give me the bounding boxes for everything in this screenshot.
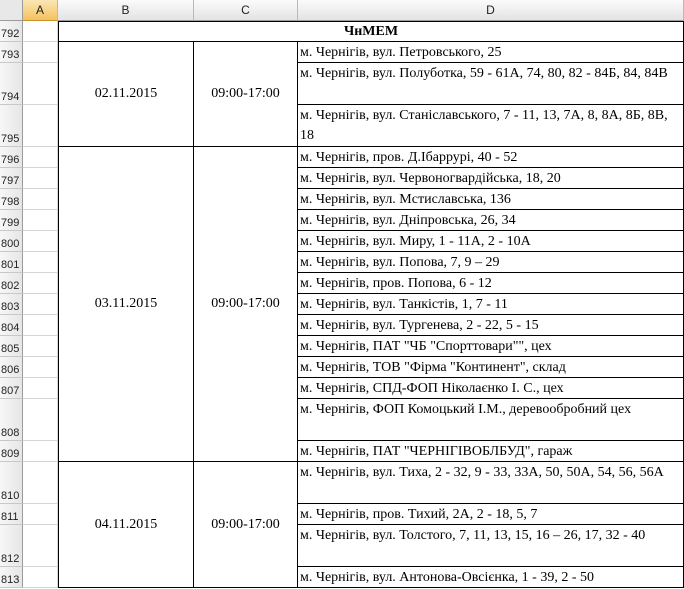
time-cell[interactable]: 09:00-17:00 bbox=[194, 462, 298, 588]
cell-a[interactable] bbox=[23, 441, 58, 462]
address-cell[interactable]: м. Чернігів, ТОВ "Фірма "Континент", склад bbox=[298, 357, 684, 378]
row-header[interactable]: 811 bbox=[0, 504, 23, 525]
address-cell[interactable]: м. Чернігів, пров. Д.Ібаррурі, 40 - 52 bbox=[298, 147, 684, 168]
address-cell[interactable]: м. Чернігів, вул. Петровського, 25 bbox=[298, 42, 684, 63]
address-cell[interactable]: м. Чернігів, вул. Червоногвардійська, 18, 20 bbox=[298, 168, 684, 189]
address-cell[interactable]: м. Чернігів, вул. Танкістів, 1, 7 - 11 bbox=[298, 294, 684, 315]
row-header[interactable]: 812 bbox=[0, 525, 23, 567]
address-cell[interactable]: м. Чернігів, пров. Тихий, 2А, 2 - 18, 5, 7 bbox=[298, 504, 684, 525]
cell-a[interactable] bbox=[23, 504, 58, 525]
row-header[interactable]: 803 bbox=[0, 294, 23, 315]
address-cell[interactable]: м. Чернігів, пров. Попова, 6 - 12 bbox=[298, 273, 684, 294]
cell-a[interactable] bbox=[23, 168, 58, 189]
address-cell[interactable]: м. Чернігів, вул. Дніпровська, 26, 34 bbox=[298, 210, 684, 231]
row-header[interactable]: 806 bbox=[0, 357, 23, 378]
row-header[interactable]: 796 bbox=[0, 147, 23, 168]
row-header[interactable]: 810 bbox=[0, 462, 23, 504]
row-header[interactable]: 792 bbox=[0, 21, 23, 42]
column-header-c[interactable]: C bbox=[194, 0, 298, 21]
row-header[interactable]: 809 bbox=[0, 441, 23, 462]
date-cell[interactable]: 03.11.2015 bbox=[58, 147, 194, 462]
address-cell[interactable]: м. Чернігів, вул. Антонова-Овсієнка, 1 - 39, 2 - 50 bbox=[298, 567, 684, 588]
cell-a[interactable] bbox=[23, 294, 58, 315]
cell-a[interactable] bbox=[23, 525, 58, 567]
column-header-d[interactable]: D bbox=[298, 0, 684, 21]
cell-a[interactable] bbox=[23, 147, 58, 168]
address-cell[interactable]: м. Чернігів, вул. Тургенева, 2 - 22, 5 - 15 bbox=[298, 315, 684, 336]
cell-a[interactable] bbox=[23, 63, 58, 105]
row-header[interactable]: 804 bbox=[0, 315, 23, 336]
column-header-b[interactable]: B bbox=[58, 0, 194, 21]
address-cell[interactable]: м. Чернігів, СПД-ФОП Ніколаєнко І. С., цех bbox=[298, 378, 684, 399]
cell-a[interactable] bbox=[23, 399, 58, 441]
cell-a[interactable] bbox=[23, 210, 58, 231]
cell-a[interactable] bbox=[23, 315, 58, 336]
cell-a[interactable] bbox=[23, 42, 58, 63]
cell-a[interactable] bbox=[23, 357, 58, 378]
row-header[interactable]: 801 bbox=[0, 252, 23, 273]
cell-a[interactable] bbox=[23, 462, 58, 504]
cell-a[interactable] bbox=[23, 189, 58, 210]
cell-a[interactable] bbox=[23, 21, 58, 42]
cell-a[interactable] bbox=[23, 378, 58, 399]
address-cell[interactable]: м. Чернігів, вул. Станіславського, 7 - 11, 13, 7А, 8, 8А, 8Б, 8В, 18 bbox=[298, 105, 684, 147]
row-header[interactable]: 805 bbox=[0, 336, 23, 357]
address-cell[interactable]: м. Чернігів, ПАТ "ЧБ "Спорттовари"", цех bbox=[298, 336, 684, 357]
cell-a[interactable] bbox=[23, 105, 58, 147]
row-header[interactable]: 797 bbox=[0, 168, 23, 189]
date-cell[interactable]: 02.11.2015 bbox=[58, 42, 194, 147]
row-header[interactable]: 813 bbox=[0, 567, 23, 588]
row-header[interactable]: 794 bbox=[0, 63, 23, 105]
row-header[interactable]: 793 bbox=[0, 42, 23, 63]
row-header[interactable]: 799 bbox=[0, 210, 23, 231]
cell-a[interactable] bbox=[23, 252, 58, 273]
row-header[interactable]: 802 bbox=[0, 273, 23, 294]
address-cell[interactable]: м. Чернігів, ПАТ "ЧЕРНІГІВОБЛБУД", гараж bbox=[298, 441, 684, 462]
cell-a[interactable] bbox=[23, 273, 58, 294]
address-cell[interactable]: м. Чернігів, вул. Мстиславська, 136 bbox=[298, 189, 684, 210]
time-cell[interactable]: 09:00-17:00 bbox=[194, 42, 298, 147]
row-header[interactable]: 798 bbox=[0, 189, 23, 210]
column-header-a[interactable]: A bbox=[23, 0, 58, 21]
row-header[interactable]: 795 bbox=[0, 105, 23, 147]
row-header[interactable]: 807 bbox=[0, 378, 23, 399]
section-title[interactable]: ЧнМЕМ bbox=[58, 21, 684, 42]
row-header[interactable]: 800 bbox=[0, 231, 23, 252]
address-cell[interactable]: м. Чернігів, вул. Попова, 7, 9 – 29 bbox=[298, 252, 684, 273]
address-cell[interactable]: м. Чернігів, вул. Толстого, 7, 11, 13, 15, 16 – 26, 17, 32 - 40 bbox=[298, 525, 684, 567]
cell-a[interactable] bbox=[23, 336, 58, 357]
address-cell[interactable]: м. Чернігів, вул. Тиха, 2 - 32, 9 - 33, 33А, 50, 50А, 54, 56, 56А bbox=[298, 462, 684, 504]
cell-a[interactable] bbox=[23, 231, 58, 252]
address-cell[interactable]: м. Чернігів, вул. Миру, 1 - 11А, 2 - 10А bbox=[298, 231, 684, 252]
address-cell[interactable]: м. Чернігів, ФОП Комоцький І.М., деревообробний цех bbox=[298, 399, 684, 441]
address-cell[interactable]: м. Чернігів, вул. Полуботка, 59 - 61А, 74, 80, 82 - 84Б, 84, 84В bbox=[298, 63, 684, 105]
date-cell[interactable]: 04.11.2015 bbox=[58, 462, 194, 588]
select-all-corner[interactable] bbox=[0, 0, 23, 21]
time-cell[interactable]: 09:00-17:00 bbox=[194, 147, 298, 462]
cell-a[interactable] bbox=[23, 567, 58, 588]
row-header[interactable]: 808 bbox=[0, 399, 23, 441]
